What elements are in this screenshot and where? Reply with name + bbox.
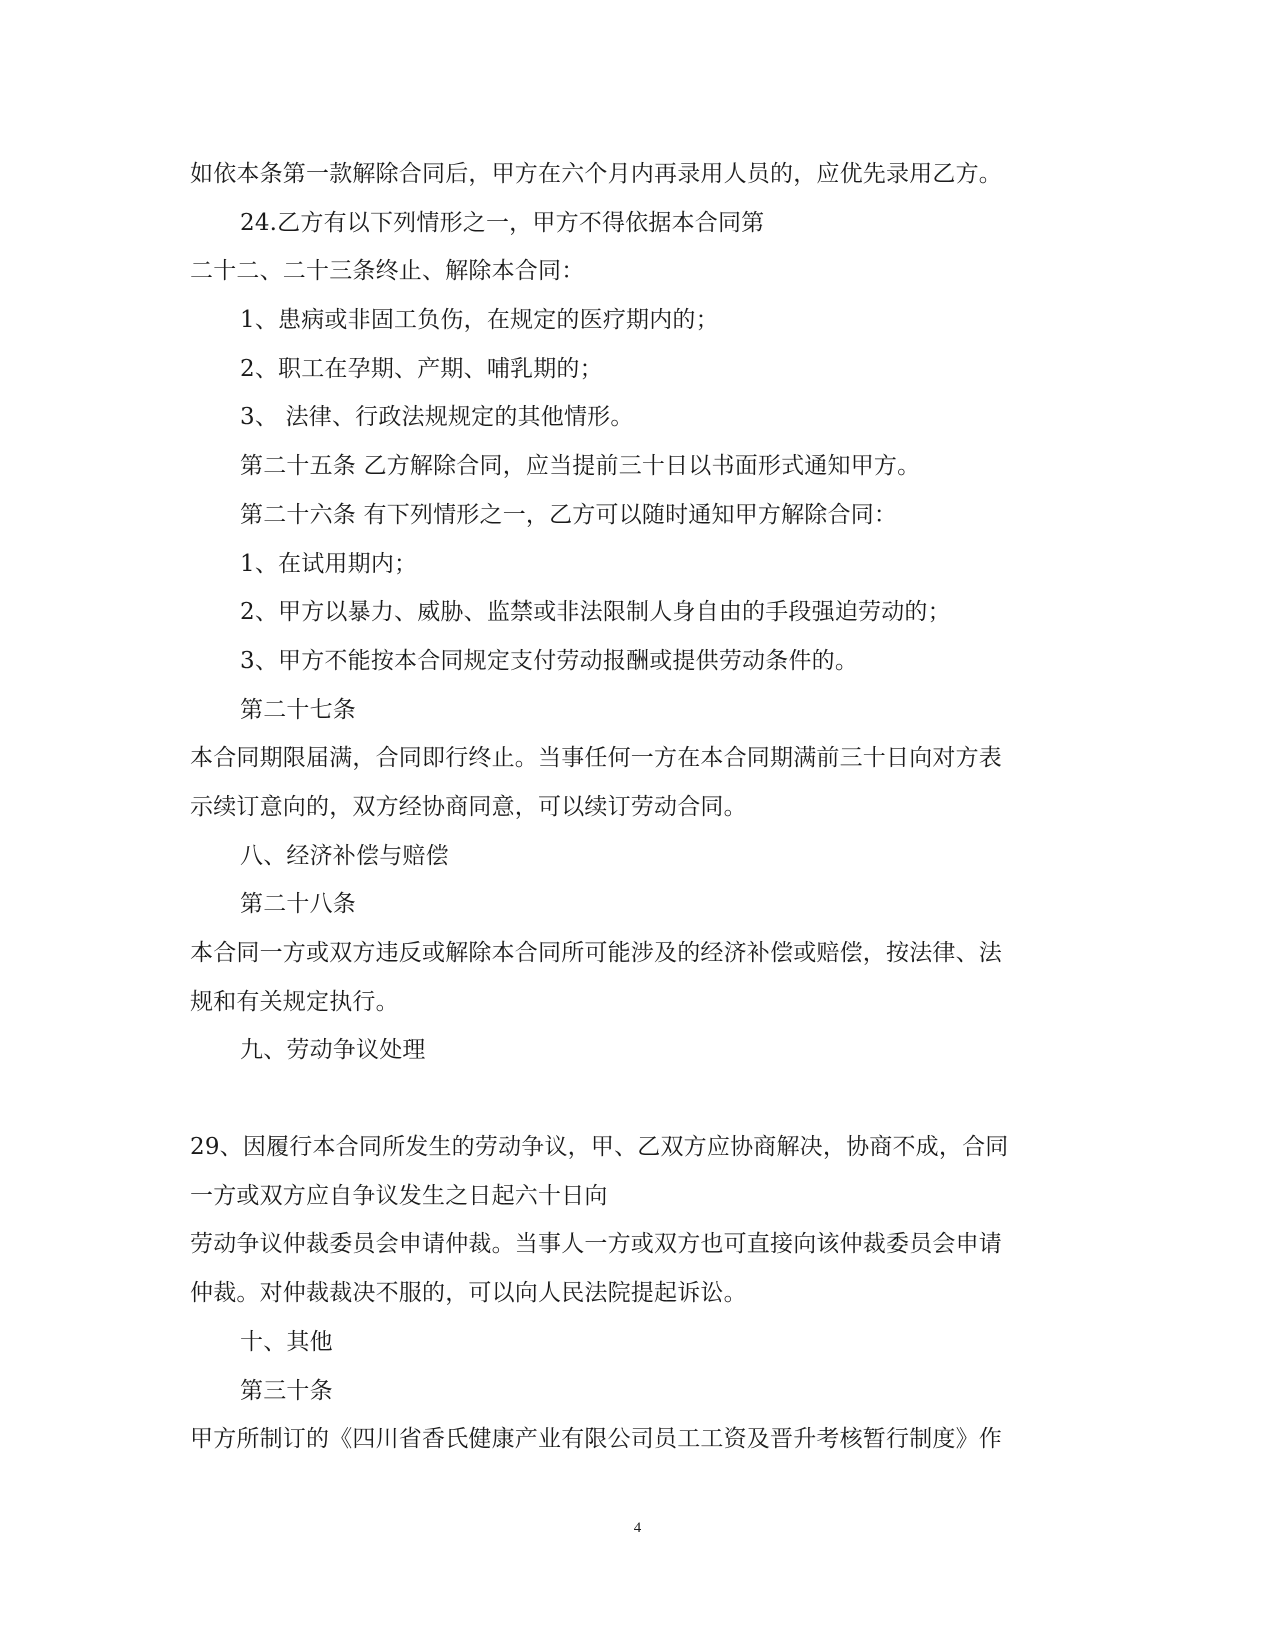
text-line: 如依本条第一款解除合同后，甲方在六个月内再录用人员的，应优先录用乙方。 [190,161,1002,187]
text-line: 29、因履行本合同所发生的劳动争议，甲、乙双方应协商解决，协商不成，合同 [190,1134,1009,1161]
text-line: 第二十六条 有下列情形之一，乙方可以随时通知甲方解除合同： [240,501,898,528]
text-line: 3、甲方不能按本合同规定支付劳动报酬或提供劳动条件的。 [240,647,859,674]
text-line: 一方或双方应自争议发生之日起六十日向 [190,1182,608,1209]
section-heading: 第二十八条 [240,891,356,918]
document-body [190,150,1070,1464]
text-line: 本合同期限届满，合同即行终止。当事任何一方在本合同期满前三十日向对方表 [190,745,1002,772]
section-heading: 九、劳动争议处理 [240,1037,426,1064]
section-heading: 八、经济补偿与赔偿 [240,842,449,869]
text-line: 示续订意向的，双方经协商同意，可以续订劳动合同。 [190,793,747,820]
text-line: 劳动争议仲裁委员会申请仲裁。当事人一方或双方也可直接向该仲裁委员会申请 [190,1231,1002,1258]
text-line: 1、患病或非固工负伤，在规定的医疗期内的； [240,307,719,334]
section-heading: 十、其他 [240,1328,333,1355]
text-line: 二十二、二十三条终止、解除本合同： [190,258,585,285]
text-line: 2、甲方以暴力、威胁、监禁或非法限制人身自由的手段强迫劳动的； [240,599,951,626]
text-line: 24.乙方有以下列情形之一，甲方不得依据本合同第 [240,209,765,236]
text-line: 第二十五条 乙方解除合同，应当提前三十日以书面形式通知甲方。 [240,453,921,480]
text-line: 1、在试用期内； [240,550,418,577]
text-line: 3、 法律、行政法规规定的其他情形。 [240,404,634,431]
text-line: 2、职工在孕期、产期、哺乳期的； [240,355,603,382]
paragraph-gap [190,1075,1070,1123]
text-line: 甲方所制订的《四川省香氏健康产业有限公司员工工资及晋升考核暂行制度》作 [190,1426,1002,1453]
page-number: 4 [633,1520,642,1536]
section-heading: 第二十七条 [240,696,356,723]
text-line: 本合同一方或双方违反或解除本合同所可能涉及的经济补偿或赔偿，按法律、法 [190,940,1002,966]
text-line: 规和有关规定执行。 [190,988,399,1015]
text-line: 仲裁。对仲裁裁决不服的，可以向人民法院提起诉讼。 [190,1280,747,1307]
section-heading: 第三十条 [240,1377,333,1404]
